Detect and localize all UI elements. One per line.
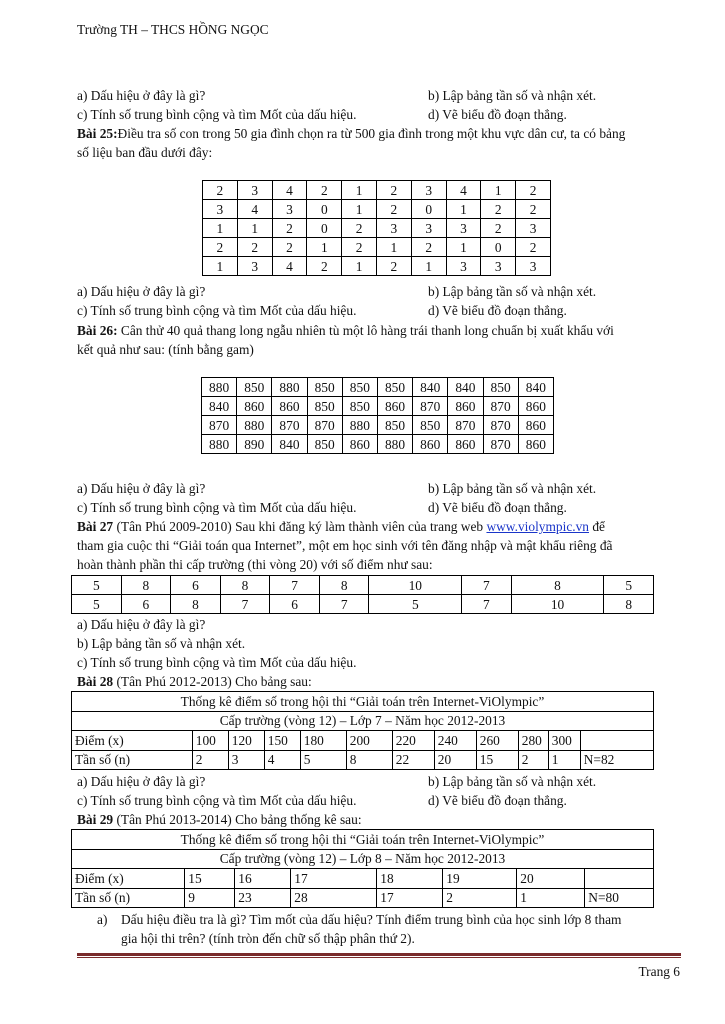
table-cell: 850: [237, 378, 272, 397]
table-cell: 2: [518, 750, 548, 770]
table-cell: 860: [272, 397, 307, 416]
bai28-question-b: b) Lập bảng tần số và nhận xét.: [428, 774, 597, 789]
table-cell: 17: [291, 869, 377, 889]
table-cell: 4: [237, 200, 272, 219]
total-cell: N=80: [585, 888, 654, 908]
empty-cell: [585, 869, 654, 889]
table-cell: 2: [192, 750, 228, 770]
table-cell: 7: [220, 595, 270, 614]
bai28-table-title2: Cấp trường (vòng 12) – Lớp 7 – Năm học 2012-2013: [72, 711, 654, 731]
table-row: [203, 257, 551, 276]
table-cell: 2: [481, 219, 516, 238]
table-cell: 8: [319, 576, 369, 595]
table-cell: 1: [342, 257, 377, 276]
table-cell: 870: [483, 435, 518, 454]
table-cell: 860: [448, 397, 483, 416]
table-cell: 7: [319, 595, 369, 614]
table-cell: 870: [483, 397, 518, 416]
table-cell: 5: [604, 576, 654, 595]
table-cell: 2: [307, 257, 342, 276]
table-cell: 850: [307, 435, 342, 454]
bai26-question-b: b) Lập bảng tần số và nhận xét.: [428, 481, 597, 496]
table-cell: 1: [203, 257, 238, 276]
bai27-table: [71, 575, 654, 614]
bai28-question-c: c) Tính số trung bình cộng và tìm Mốt của dấu hiệu.: [77, 793, 357, 808]
table-cell: 870: [448, 416, 483, 435]
table-cell: 8: [604, 595, 654, 614]
table-cell: 840: [202, 397, 237, 416]
table-row: [202, 397, 554, 416]
table-cell: 850: [307, 397, 342, 416]
bai27-label: Bài 27: [77, 519, 114, 534]
table-cell: 2: [237, 238, 272, 257]
bai29-question-a-line1: Dấu hiệu điều tra là gì? Tìm mốt của dấu hiệu? Tính điểm trung bình của học sinh lớp 8 tham: [121, 912, 622, 927]
empty-cell: [580, 731, 653, 751]
table-cell: 850: [342, 378, 377, 397]
table-cell: 15: [185, 869, 235, 889]
table-cell: 2: [443, 888, 517, 908]
table-cell: 3: [237, 181, 272, 200]
table-cell: 220: [392, 731, 434, 751]
table-row: [203, 181, 551, 200]
table-cell: 3: [411, 181, 446, 200]
table-cell: 3: [446, 219, 481, 238]
table-cell: 870: [272, 416, 307, 435]
table-cell: 880: [342, 416, 377, 435]
table-cell: 300: [548, 731, 580, 751]
table-cell: 880: [202, 378, 237, 397]
bai26-text2: kết quả như sau: (tính bằng gam): [77, 342, 254, 357]
table-cell: 260: [476, 731, 518, 751]
table-cell: 19: [443, 869, 517, 889]
table-cell: 4: [272, 181, 307, 200]
bai25-question-b: b) Lập bảng tần số và nhận xét.: [428, 284, 597, 299]
table-cell: 1: [342, 181, 377, 200]
bai29-label: Bài 29: [77, 812, 114, 827]
table-cell: 880: [237, 416, 272, 435]
table-cell: 22: [392, 750, 434, 770]
table-row: [202, 435, 554, 454]
table-cell: 850: [377, 378, 412, 397]
bai29-text: Bài 29 (Tân Phú 2013-2014) Cho bảng thống kê sau:: [77, 812, 362, 827]
table-cell: 2: [516, 181, 551, 200]
table-cell: 280: [518, 731, 548, 751]
bai29-table-title1: Thống kê điểm số trong hội thi “Giải toán trên Internet-ViOlympic”: [72, 830, 654, 850]
table-cell: 1: [411, 257, 446, 276]
bai29-table: [71, 829, 654, 908]
table-cell: 3: [481, 257, 516, 276]
table-cell: 3: [516, 219, 551, 238]
footer-divider-thin: [77, 957, 681, 958]
table-cell: 120: [228, 731, 264, 751]
bai28-table: [71, 691, 654, 770]
table-cell: 860: [377, 397, 412, 416]
table-cell: 860: [342, 435, 377, 454]
bai26-table: [201, 377, 554, 454]
page-header: Trường TH – THCS HỒNG NGỌC: [77, 22, 269, 37]
bai27-text: Bài 27 (Tân Phú 2009-2010) Sau khi đăng ký làm thành viên của trang web www.violympic.vn để: [77, 519, 605, 534]
table-cell: 9: [185, 888, 235, 908]
bai25-question-d: d) Vẽ biểu đồ đoạn thẳng.: [428, 303, 567, 318]
table-row: [202, 416, 554, 435]
table-cell: 3: [228, 750, 264, 770]
table-cell: 8: [511, 576, 604, 595]
table-cell: 870: [307, 416, 342, 435]
table-cell: 150: [264, 731, 300, 751]
table-cell: 840: [413, 378, 448, 397]
bai26-question-d: d) Vẽ biểu đồ đoạn thẳng.: [428, 500, 567, 515]
table-cell: 860: [518, 435, 553, 454]
page-number: Trang 6: [638, 964, 680, 979]
bai25-question-a: a) Dấu hiệu ở đây là gì?: [77, 284, 206, 299]
table-cell: 17: [377, 888, 443, 908]
bai29-question-marker: a): [97, 912, 108, 927]
table-cell: 100: [192, 731, 228, 751]
table-cell: 1: [446, 200, 481, 219]
bai27-question-b: b) Lập bảng tần số và nhận xét.: [77, 636, 246, 651]
bai29-row1-label: Điểm (x): [72, 869, 185, 889]
bai28-question-d: d) Vẽ biểu đồ đoạn thẳng.: [428, 793, 567, 808]
table-cell: 870: [483, 416, 518, 435]
table-cell: 840: [518, 378, 553, 397]
table-cell: 2: [516, 238, 551, 257]
table-cell: 8: [220, 576, 270, 595]
bai28-row2-label: Tần số (n): [72, 750, 193, 770]
bai27-question-c: c) Tính số trung bình cộng và tìm Mốt của dấu hiệu.: [77, 655, 357, 670]
table-cell: 2: [342, 238, 377, 257]
table-cell: 2: [203, 181, 238, 200]
table-cell: 860: [448, 435, 483, 454]
table-cell: 4: [446, 181, 481, 200]
bai25-text2: số liệu ban đầu dưới đây:: [77, 145, 213, 160]
table-row: [203, 238, 551, 257]
bai25-question-c: c) Tính số trung bình cộng và tìm Mốt của dấu hiệu.: [77, 303, 357, 318]
table-cell: 1: [237, 219, 272, 238]
table-cell: 4: [272, 257, 307, 276]
table-cell: 860: [518, 416, 553, 435]
footer-divider: [77, 953, 681, 956]
bai25-table: [202, 180, 551, 276]
table-cell: 7: [270, 576, 320, 595]
table-cell: 870: [413, 397, 448, 416]
table-cell: 3: [237, 257, 272, 276]
table-cell: 2: [203, 238, 238, 257]
table-cell: 2: [376, 181, 411, 200]
table-cell: 10: [369, 576, 462, 595]
table-cell: 5: [300, 750, 346, 770]
table-cell: 10: [511, 595, 604, 614]
table-cell: 3: [272, 200, 307, 219]
bai26-question-c: c) Tính số trung bình cộng và tìm Mốt của dấu hiệu.: [77, 500, 357, 515]
bai27-text2: tham gia cuộc thi “Giải toán qua Internet”, một em học sinh với tên đăng nhập và mật khẩu riêng đã: [77, 538, 613, 553]
bai25-text: Bài 25:Điều tra số con trong 50 gia đình chọn ra từ 500 gia đình trong một khu vực dân cư, ta có bảng: [77, 126, 626, 141]
table-cell: 0: [411, 200, 446, 219]
table-cell: 6: [171, 576, 221, 595]
table-cell: 2: [516, 200, 551, 219]
bai29-row2-label: Tần số (n): [72, 888, 185, 908]
table-cell: 8: [171, 595, 221, 614]
table-cell: 2: [272, 219, 307, 238]
question-d: d) Vẽ biểu đồ đoạn thẳng.: [428, 107, 567, 122]
table-cell: 1: [342, 200, 377, 219]
table-cell: 3: [446, 257, 481, 276]
table-row: [72, 595, 654, 614]
table-row: [203, 200, 551, 219]
table-cell: 18: [377, 869, 443, 889]
bai28-label: Bài 28: [77, 674, 114, 689]
table-cell: 28: [291, 888, 377, 908]
table-cell: 2: [376, 257, 411, 276]
table-cell: 5: [369, 595, 462, 614]
table-cell: 880: [272, 378, 307, 397]
question-b: b) Lập bảng tần số và nhận xét.: [428, 88, 597, 103]
question-a: a) Dấu hiệu ở đây là gì?: [77, 88, 206, 103]
table-cell: 180: [300, 731, 346, 751]
table-cell: 200: [346, 731, 392, 751]
bai26-question-a: a) Dấu hiệu ở đây là gì?: [77, 481, 206, 496]
table-cell: 1: [376, 238, 411, 257]
table-cell: 860: [237, 397, 272, 416]
table-cell: 1: [481, 181, 516, 200]
table-cell: 5: [72, 576, 122, 595]
bai29-question-a-line2: gia hội thi trên? (tính tròn đến chữ số thập phân thứ 2).: [121, 931, 415, 946]
table-cell: 16: [235, 869, 291, 889]
bai28-row1-label: Điểm (x): [72, 731, 193, 751]
table-cell: 850: [483, 378, 518, 397]
table-cell: 7: [462, 595, 512, 614]
bai26-text: Bài 26: Cân thử 40 quả thang long ngẫu nhiên tù một lô hàng trái thanh long chuẩn bị xuất khẩu với: [77, 323, 614, 338]
table-cell: 6: [121, 595, 171, 614]
table-cell: 15: [476, 750, 518, 770]
bai29-table-title2: Cấp trường (vòng 12) – Lớp 8 – Năm học 2012-2013: [72, 849, 654, 869]
table-cell: 1: [307, 238, 342, 257]
table-cell: 880: [377, 435, 412, 454]
bai25-label: Bài 25:: [77, 126, 118, 141]
table-cell: 3: [411, 219, 446, 238]
table-cell: 8: [346, 750, 392, 770]
table-row: [202, 378, 554, 397]
table-cell: 860: [413, 435, 448, 454]
table-cell: 0: [307, 200, 342, 219]
table-cell: 20: [517, 869, 585, 889]
violympic-link[interactable]: www.violympic.vn: [486, 519, 589, 534]
table-cell: 2: [376, 200, 411, 219]
table-cell: 0: [481, 238, 516, 257]
table-cell: 1: [517, 888, 585, 908]
table-cell: 7: [462, 576, 512, 595]
bai28-question-a: a) Dấu hiệu ở đây là gì?: [77, 774, 206, 789]
table-cell: 0: [307, 219, 342, 238]
table-cell: 2: [481, 200, 516, 219]
table-cell: 2: [307, 181, 342, 200]
table-cell: 860: [518, 397, 553, 416]
table-cell: 850: [413, 416, 448, 435]
total-cell: N=82: [580, 750, 653, 770]
table-cell: 4: [264, 750, 300, 770]
table-row: [203, 219, 551, 238]
table-cell: 2: [342, 219, 377, 238]
table-cell: 840: [448, 378, 483, 397]
table-cell: 1: [548, 750, 580, 770]
table-cell: 3: [516, 257, 551, 276]
table-cell: 20: [434, 750, 476, 770]
table-cell: 2: [411, 238, 446, 257]
bai27-text3: hoàn thành phần thi cấp trường (thi vòng 20) với số điểm như sau:: [77, 557, 433, 572]
table-cell: 850: [377, 416, 412, 435]
table-cell: 3: [376, 219, 411, 238]
table-cell: 880: [202, 435, 237, 454]
table-cell: 890: [237, 435, 272, 454]
bai26-label: Bài 26:: [77, 323, 118, 338]
table-cell: 240: [434, 731, 476, 751]
table-cell: 3: [203, 200, 238, 219]
table-cell: 850: [342, 397, 377, 416]
table-cell: 840: [272, 435, 307, 454]
bai28-table-title1: Thống kê điểm số trong hội thi “Giải toán trên Internet-ViOlympic”: [72, 692, 654, 712]
table-row: [72, 576, 654, 595]
table-cell: 2: [272, 238, 307, 257]
bai27-question-a: a) Dấu hiệu ở đây là gì?: [77, 617, 206, 632]
table-cell: 8: [121, 576, 171, 595]
table-cell: 6: [270, 595, 320, 614]
bai28-text: Bài 28 (Tân Phú 2012-2013) Cho bảng sau:: [77, 674, 312, 689]
table-cell: 850: [307, 378, 342, 397]
table-cell: 870: [202, 416, 237, 435]
table-cell: 1: [446, 238, 481, 257]
question-c: c) Tính số trung bình cộng và tìm Mốt của dấu hiệu.: [77, 107, 357, 122]
table-cell: 1: [203, 219, 238, 238]
table-cell: 5: [72, 595, 122, 614]
table-cell: 23: [235, 888, 291, 908]
